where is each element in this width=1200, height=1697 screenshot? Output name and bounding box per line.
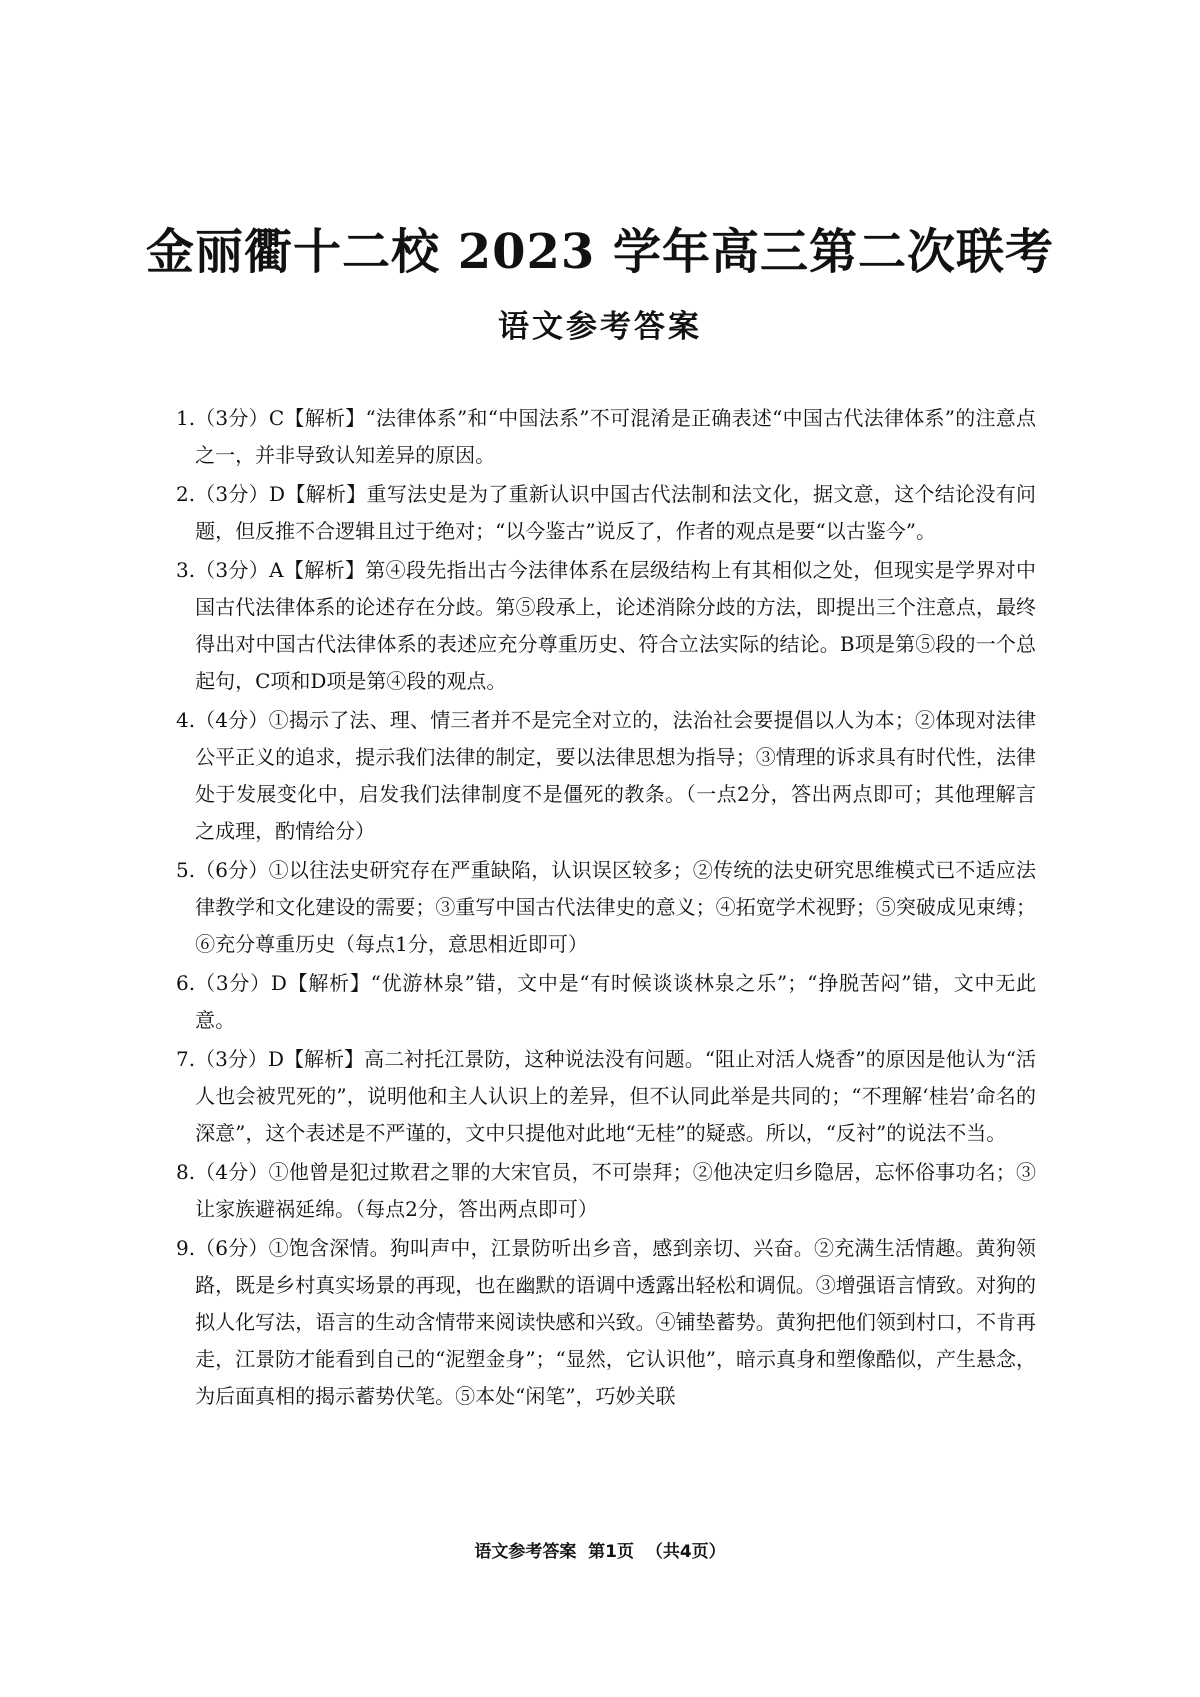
answer-text: （3分）C【解析】“法律体系”和“中国法系”不可混淆是正确表述“中国古代法律体系”的注意点之一，并非导致认知差异的原因。 bbox=[195, 406, 1036, 467]
answer-text: （6分）①以往法史研究存在严重缺陷，认识误区较多；②传统的法史研究思维模式已不适应法律教学和文化建设的需要；③重写中国古代法律史的意义；④拓宽学术视野；⑤突破成见束缚；⑥充分尊重历史（每点1分，意思相近即可） bbox=[195, 858, 1036, 956]
answer-text: （3分）D【解析】高二衬托江景防，这种说法没有问题。“阻止对活人烧香”的原因是他认为“活人也会被咒死的”，说明他和主人认识上的差异，但不认同此举是共同的；“不理解‘桂岩’命名的深意”，这个表述是不严谨的，文中只提他对此地“无桂”的疑惑。所以，“反衬”的说法不当。 bbox=[195, 1047, 1036, 1145]
answer-item bbox=[176, 1041, 1036, 1152]
answer-item bbox=[176, 965, 1036, 1039]
answer-text: （3分）A【解析】第④段先指出古今法律体系在层级结构上有其相似之处，但现实是学界对中国古代法律体系的论述存在分歧。第⑤段承上，论述消除分歧的方法，即提出三个注意点，最终得出对中国古代法律体系的表述应充分尊重历史、符合立法实际的结论。B项是第⑤段的一个总起句，C项和D项是第④段的观点。 bbox=[195, 558, 1036, 693]
answer-text: （6分）①饱含深情。狗叫声中，江景防听出乡音，感到亲切、兴奋。②充满生活情趣。黄狗领路，既是乡村真实场景的再现，也在幽默的语调中透露出轻松和调侃。③增强语言情致。对狗的拟人化写法，语言的生动含情带来阅读快感和兴致。④铺垫蓄势。黄狗把他们领到村口，不肯再走，江景防才能看到自己的“泥塑金身”；“显然，它认识他”，暗示真身和塑像酷似，产生悬念，为后面真相的揭示蓄势伏笔。⑤本处“闲笔”，巧妙关联 bbox=[195, 1236, 1036, 1408]
answer-number: 5. bbox=[176, 858, 196, 882]
answer-list bbox=[176, 400, 1036, 1417]
answer-number: 6. bbox=[176, 971, 196, 995]
answer-item bbox=[176, 1154, 1036, 1228]
answer-number: 2. bbox=[176, 482, 196, 506]
answer-number: 1. bbox=[176, 406, 196, 430]
answer-text: （4分）①揭示了法、理、情三者并不是完全对立的，法治社会要提倡以人为本；②体现对法律公平正义的追求，提示我们法律的制定，要以法律思想为指导；③情理的诉求具有时代性，法律处于发展变化中，启发我们法律制度不是僵死的教条。（一点2分，答出两点即可；其他理解言之成理，酌情给分） bbox=[195, 708, 1036, 843]
answer-item bbox=[176, 1230, 1036, 1415]
answer-text: （3分）D【解析】“优游林泉”错，文中是“有时候谈谈林泉之乐”；“挣脱苦闷”错，文中无此意。 bbox=[195, 971, 1036, 1032]
answer-number: 8. bbox=[176, 1160, 196, 1184]
answer-item bbox=[176, 852, 1036, 963]
answer-item bbox=[176, 552, 1036, 700]
answer-item bbox=[176, 702, 1036, 850]
answer-item bbox=[176, 476, 1036, 550]
page-footer: 语文参考答案 第1页 （共4页） bbox=[474, 1542, 726, 1562]
document-subtitle: 语文参考答案 bbox=[498, 309, 702, 345]
answer-text: （3分）D【解析】重写法史是为了重新认识中国古代法制和法文化，据文意，这个结论没有问题，但反推不合逻辑且过于绝对；“以今鉴古”说反了，作者的观点是要“以古鉴今”。 bbox=[195, 482, 1036, 543]
answer-number: 7. bbox=[176, 1047, 196, 1071]
answer-text: （4分）①他曾是犯过欺君之罪的大宋官员，不可崇拜；②他决定归乡隐居，忘怀俗事功名；③让家族避祸延绵。（每点2分，答出两点即可） bbox=[195, 1160, 1036, 1221]
answer-number: 9. bbox=[176, 1236, 196, 1260]
answer-item bbox=[176, 400, 1036, 474]
answer-number: 3. bbox=[176, 558, 196, 582]
answer-number: 4. bbox=[176, 708, 196, 732]
document-title: 金丽衢十二校 2023 学年高三第二次联考 bbox=[145, 224, 1055, 280]
